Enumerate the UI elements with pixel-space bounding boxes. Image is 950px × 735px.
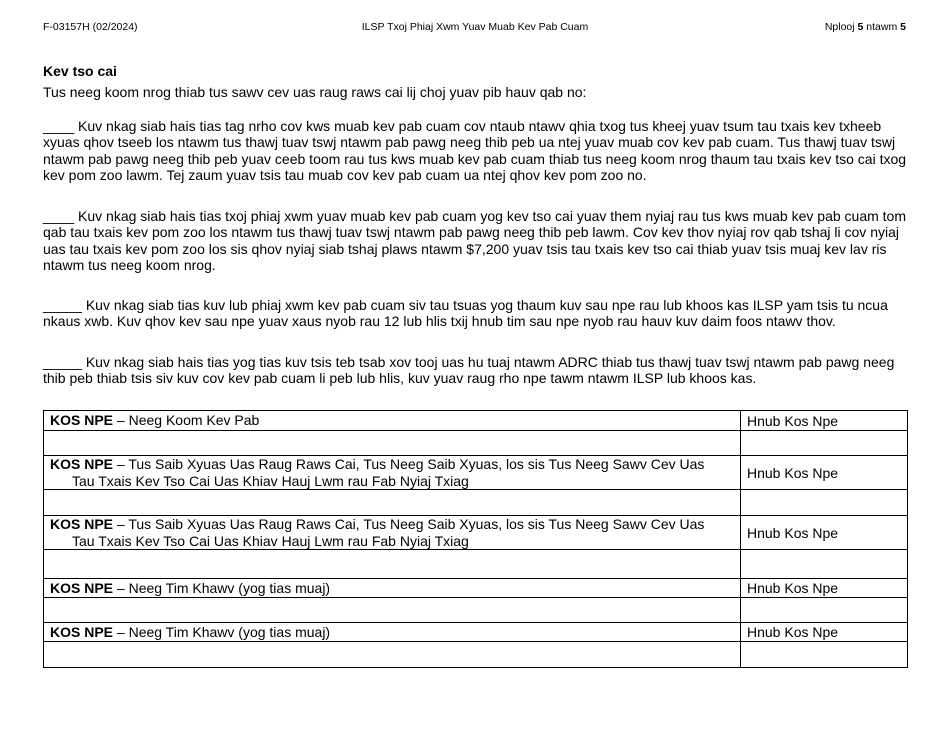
signature-field[interactable] <box>44 550 741 579</box>
section-title: Kev tso cai <box>43 63 117 79</box>
signature-label-row <box>44 579 908 598</box>
form-id: F-03157H (02/2024) <box>43 21 138 33</box>
signature-entry-row <box>44 598 908 623</box>
date-field[interactable] <box>741 642 908 668</box>
date-field[interactable] <box>741 550 908 579</box>
page-current: 5 <box>857 21 864 33</box>
date-field[interactable] <box>741 431 908 456</box>
date-label: Hnub Kos Npe <box>741 411 908 431</box>
signature-label: KOS NPE – Tus Saib Xyuas Uas Raug Raws Cai, Tus Neeg Saib Xyuas, los sis Tus Neeg Sawv Cev Uas Tau Txais Kev Tso Cai Uas Khiav Hauj Lwm rau Fab Nyiaj Txiag <box>44 516 741 550</box>
date-label: Hnub Kos Npe <box>741 516 908 550</box>
paragraph-text: Kuv nkag siab hais tias txoj phiaj xwm yuav muab kev pab cuam yog kev tso cai yuav them nyiaj rau tus kws muab kev pab cuam tom qab tau txais kev pom zoo los ntawm tus thawj tuav tswj ntawm pab pawg neeg thib peb lawm. Cov kev thov nyiaj rov qab tshaj li cov nyiaj uas tau txais kev pom zoo los sis qhov nyiaj siab tshaj plaws ntawm $7,200 yuav tsis tau txais kev tso cai thiab yuav tsis muaj kev lav ris ntawm tus neeg koom nrog. <box>43 208 906 273</box>
signature-label: KOS NPE – Neeg Tim Khawv (yog tias muaj) <box>44 623 741 642</box>
paragraph-text: Kuv nkag siab hais tias yog tias kuv tsis teb tsab xov tooj uas hu tuaj ntawm ADRC thiab tus thawj tuav tswj ntawm pab pawg neeg thib peb thiab tsis siv kuv cov kev pab cuam li peb lub hlis, kuv yuav raug rho npe tawm ntawm ILSP lub khoos kas. <box>43 354 895 387</box>
signature-entry-row <box>44 490 908 516</box>
signature-label-row <box>44 516 908 550</box>
signature-field[interactable] <box>44 490 741 516</box>
signature-label: KOS NPE – Neeg Koom Kev Pab <box>44 411 741 431</box>
paragraph-text: Kuv nkag siab tias kuv lub phiaj xwm kev pab cuam siv tau tsuas yog thaum kuv sau npe rau lub khoos kas ILSP yam tsis tu ncua nkaus xwb. Kuv qhov kev sau npe yuav xaus nyob rau 12 lub hlis txij hnub tim sau npe nyob rau hauv kuv daim foos ntawv thov. <box>43 297 888 330</box>
date-label: Hnub Kos Npe <box>741 623 908 642</box>
agreement-paragraph <box>43 118 909 183</box>
initial-blank[interactable]: ____ <box>43 118 75 134</box>
signature-entry-row <box>44 642 908 668</box>
signature-field[interactable] <box>44 431 741 456</box>
form-title: ILSP Txoj Phiaj Xwm Yuav Muab Kev Pab Cuam <box>361 21 589 33</box>
paragraph-text: Kuv nkag siab hais tias tag nrho cov kws muab kev pab cuam cov ntaub ntawv qhia txog tus kheej yuav tsum tau txais kev txheeb xyuas qhov tseeb los ntawm tus thawj tuav tswj ntawm pab pawg neeg thib peb ua ntej yuav muab cov kev pab cuam. Tus thawj tuav tswj ntawm pab pawg neeg thib peb yuav ceeb toom rau tus kws muab kev pab cuam thiab tus neeg koom nrog thaum tau txais kev tso cai txog kev pom zoo lawm. Tej zaum yuav tsis tau muab cov kev pab cuam ua ntej qhov kev pom zoo no. <box>43 118 907 183</box>
page-label: Nplooj <box>824 21 855 33</box>
signature-table <box>43 410 908 668</box>
initial-blank[interactable]: _____ <box>43 297 82 313</box>
signature-label: KOS NPE – Neeg Tim Khawv (yog tias muaj) <box>44 579 741 598</box>
signature-field[interactable] <box>44 642 741 668</box>
date-label: Hnub Kos Npe <box>741 456 908 490</box>
page-of: ntawm <box>866 21 898 33</box>
section-intro: Tus neeg koom nrog thiab tus sawv cev uas raug raws cai lij choj yuav pib hauv qab no: <box>43 84 587 100</box>
page-number <box>825 21 906 33</box>
signature-label-row <box>44 411 908 431</box>
agreement-paragraph <box>43 208 909 273</box>
signature-entry-row <box>44 431 908 456</box>
signature-field[interactable] <box>44 598 741 623</box>
date-field[interactable] <box>741 598 908 623</box>
signature-entry-row <box>44 550 908 579</box>
signature-label-row <box>44 623 908 642</box>
initial-blank[interactable]: ____ <box>43 208 75 224</box>
date-label: Hnub Kos Npe <box>741 579 908 598</box>
signature-label: KOS NPE – Tus Saib Xyuas Uas Raug Raws Cai, Tus Neeg Saib Xyuas, los sis Tus Neeg Sawv Cev Uas Tau Txais Kev Tso Cai Uas Khiav Hauj Lwm rau Fab Nyiaj Txiag <box>44 456 741 490</box>
signature-label-row <box>44 456 908 490</box>
agreement-paragraph <box>43 354 909 387</box>
agreement-paragraph <box>43 297 909 330</box>
page-total: 5 <box>900 21 906 33</box>
date-field[interactable] <box>741 490 908 516</box>
initial-blank[interactable]: _____ <box>43 354 82 370</box>
